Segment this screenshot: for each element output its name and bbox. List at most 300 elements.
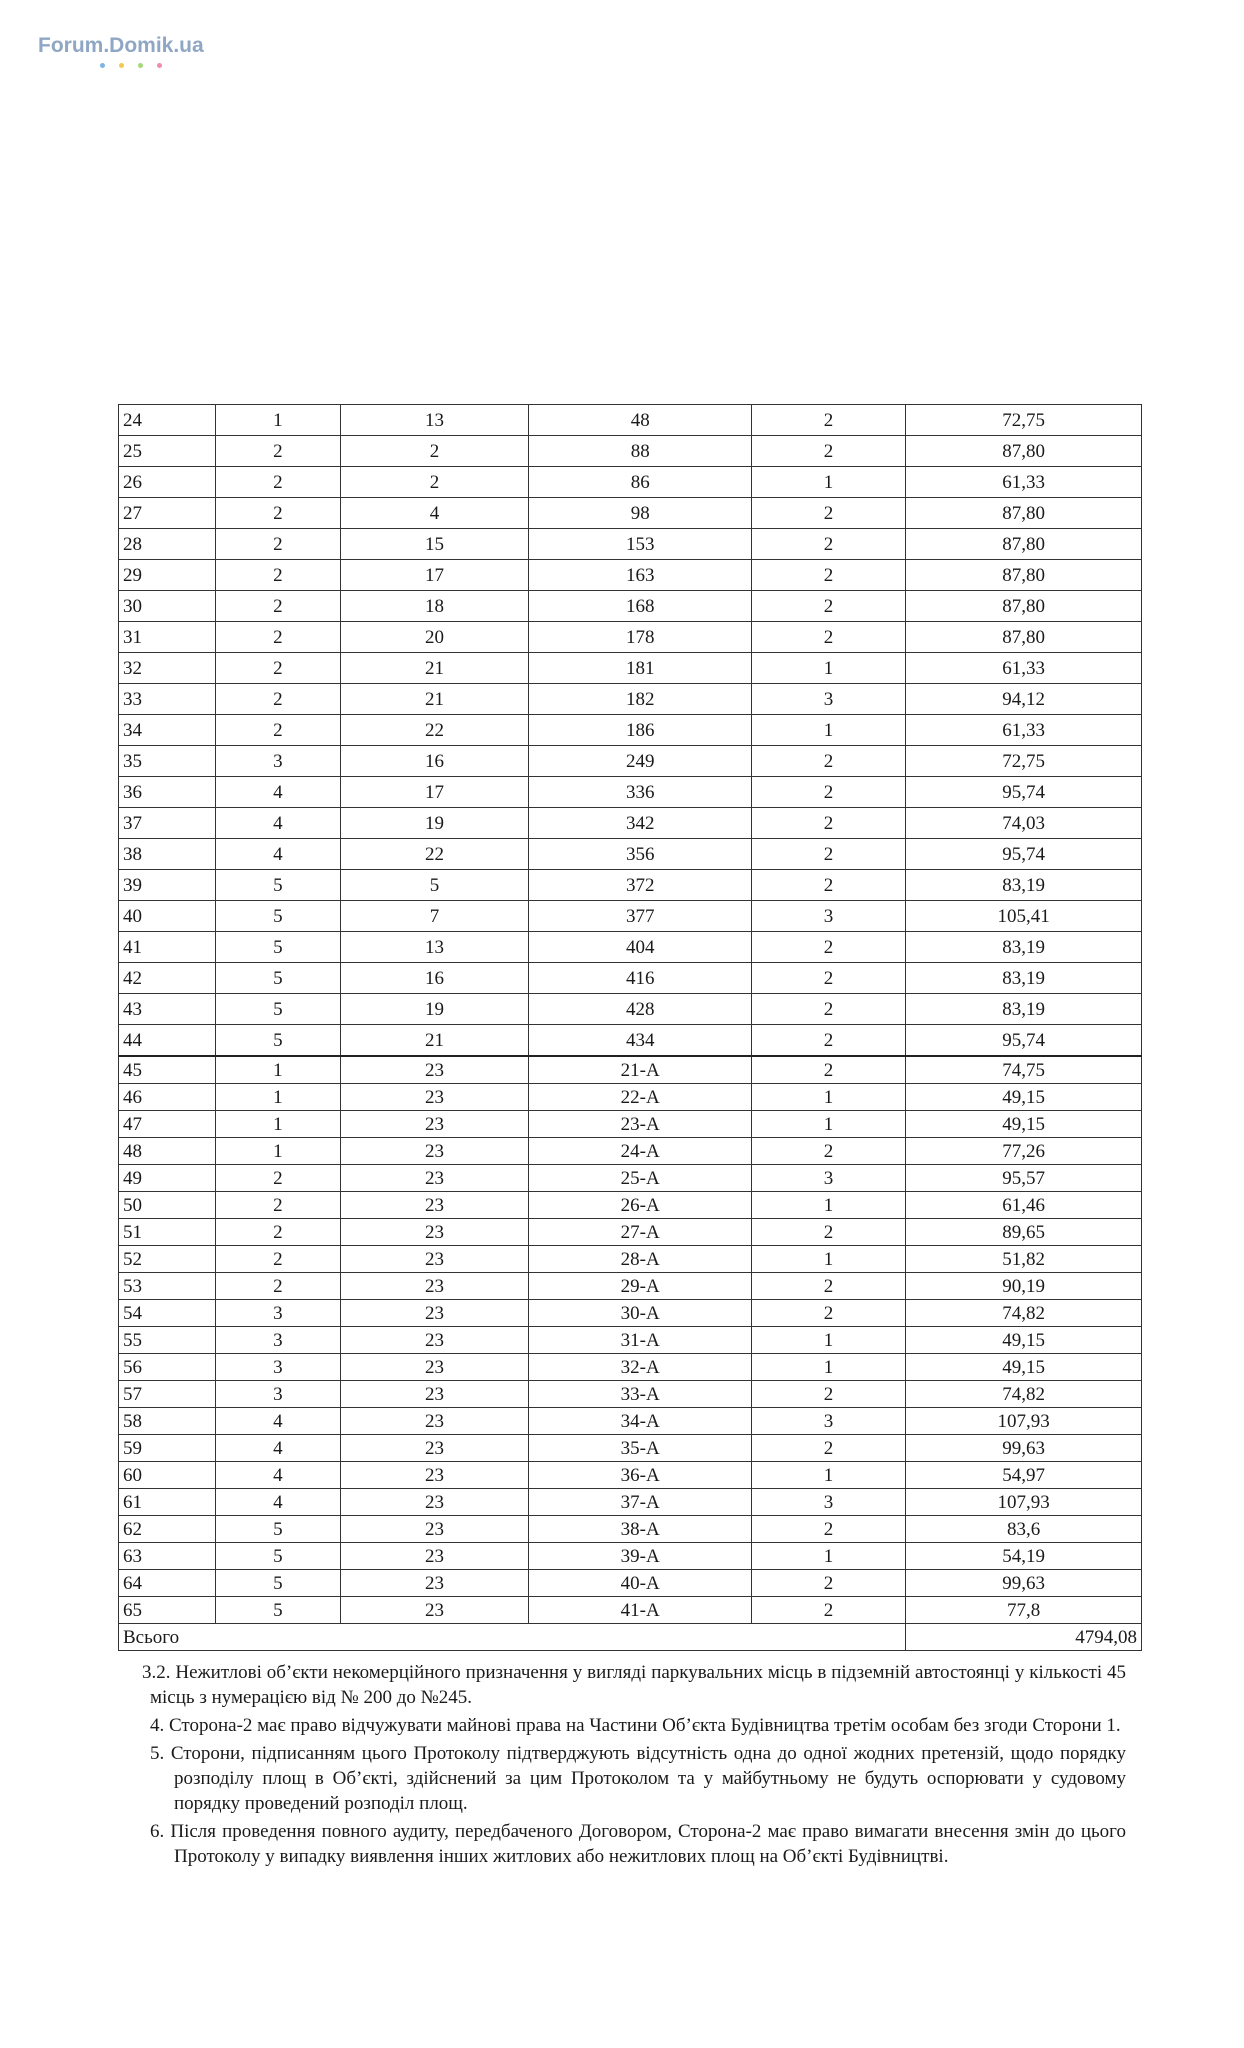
rooms-cell: 3	[751, 684, 905, 715]
floor-cell: 22	[340, 839, 529, 870]
section-cell: 2	[216, 1165, 341, 1192]
rooms-cell: 2	[751, 1597, 905, 1624]
row-number-cell: 48	[119, 1138, 216, 1165]
table-row	[119, 901, 1142, 932]
section-cell: 5	[216, 932, 341, 963]
rooms-cell: 1	[751, 1246, 905, 1273]
row-number-cell: 33	[119, 684, 216, 715]
area-cell: 83,19	[906, 963, 1142, 994]
floor-cell: 19	[340, 994, 529, 1025]
area-cell: 105,41	[906, 901, 1142, 932]
section-cell: 4	[216, 839, 341, 870]
area-cell: 49,15	[906, 1111, 1142, 1138]
table-row	[119, 467, 1142, 498]
table-row	[119, 808, 1142, 839]
floor-cell: 7	[340, 901, 529, 932]
floor-cell: 23	[340, 1056, 529, 1084]
table-row	[119, 746, 1142, 777]
rooms-cell: 2	[751, 777, 905, 808]
row-number-cell: 63	[119, 1543, 216, 1570]
floor-cell: 16	[340, 746, 529, 777]
rooms-cell: 2	[751, 498, 905, 529]
area-cell: 72,75	[906, 746, 1142, 777]
apartment-number-cell: 404	[529, 932, 752, 963]
table-row	[119, 529, 1142, 560]
floor-cell: 23	[340, 1381, 529, 1408]
table-row	[119, 1300, 1142, 1327]
table-row	[119, 1246, 1142, 1273]
section-cell: 2	[216, 1192, 341, 1219]
floor-cell: 21	[340, 653, 529, 684]
floor-cell: 23	[340, 1273, 529, 1300]
floor-cell: 23	[340, 1111, 529, 1138]
table-row	[119, 1273, 1142, 1300]
rooms-cell: 2	[751, 436, 905, 467]
floor-cell: 23	[340, 1165, 529, 1192]
apartment-number-cell: 25-А	[529, 1165, 752, 1192]
section-cell: 2	[216, 436, 341, 467]
section-cell: 3	[216, 1327, 341, 1354]
rooms-cell: 1	[751, 653, 905, 684]
rooms-cell: 2	[751, 1435, 905, 1462]
row-number-cell: 37	[119, 808, 216, 839]
area-cell: 87,80	[906, 560, 1142, 591]
section-cell: 4	[216, 808, 341, 839]
apartment-number-cell: 98	[529, 498, 752, 529]
area-cell: 83,6	[906, 1516, 1142, 1543]
rooms-cell: 1	[751, 1354, 905, 1381]
table-row	[119, 1354, 1142, 1381]
total-label: Всього	[119, 1624, 906, 1651]
area-cell: 49,15	[906, 1354, 1142, 1381]
section-cell: 4	[216, 777, 341, 808]
table-row	[119, 653, 1142, 684]
apartment-number-cell: 377	[529, 901, 752, 932]
table-row	[119, 498, 1142, 529]
area-cell: 61,33	[906, 715, 1142, 746]
row-number-cell: 54	[119, 1300, 216, 1327]
apartment-number-cell: 23-А	[529, 1111, 752, 1138]
table-row	[119, 777, 1142, 808]
apartment-number-cell: 186	[529, 715, 752, 746]
apartment-number-cell: 372	[529, 870, 752, 901]
floor-cell: 2	[340, 436, 529, 467]
row-number-cell: 51	[119, 1219, 216, 1246]
rooms-cell: 2	[751, 870, 905, 901]
floor-cell: 23	[340, 1570, 529, 1597]
row-number-cell: 43	[119, 994, 216, 1025]
floor-cell: 2	[340, 467, 529, 498]
section-cell: 2	[216, 560, 341, 591]
rooms-cell: 1	[751, 1327, 905, 1354]
rooms-cell: 2	[751, 963, 905, 994]
rooms-cell: 2	[751, 1381, 905, 1408]
rooms-cell: 1	[751, 1543, 905, 1570]
row-number-cell: 55	[119, 1327, 216, 1354]
apartment-number-cell: 181	[529, 653, 752, 684]
area-cell: 95,74	[906, 839, 1142, 870]
row-number-cell: 59	[119, 1435, 216, 1462]
section-cell: 5	[216, 994, 341, 1025]
table-row	[119, 994, 1142, 1025]
note-4: 4. Сторона-2 має право відчужувати майнові права на Частини Об’єкта Будівництва третім особам без згоди Сторони 1.	[150, 1715, 1121, 1736]
table-row	[119, 1462, 1142, 1489]
row-number-cell: 39	[119, 870, 216, 901]
rooms-cell: 2	[751, 591, 905, 622]
rooms-cell: 3	[751, 1165, 905, 1192]
area-cell: 61,46	[906, 1192, 1142, 1219]
area-cell: 72,75	[906, 405, 1142, 436]
section-cell: 2	[216, 1246, 341, 1273]
floor-cell: 15	[340, 529, 529, 560]
section-cell: 2	[216, 622, 341, 653]
apartment-number-cell: 26-А	[529, 1192, 752, 1219]
table-row	[119, 1138, 1142, 1165]
floor-cell: 23	[340, 1192, 529, 1219]
section-cell: 3	[216, 746, 341, 777]
row-number-cell: 47	[119, 1111, 216, 1138]
area-cell: 95,57	[906, 1165, 1142, 1192]
row-number-cell: 40	[119, 901, 216, 932]
row-number-cell: 24	[119, 405, 216, 436]
area-cell: 74,82	[906, 1381, 1142, 1408]
total-value: 4794,08	[906, 1624, 1142, 1651]
rooms-cell: 2	[751, 1516, 905, 1543]
table-row	[119, 1489, 1142, 1516]
rooms-cell: 2	[751, 622, 905, 653]
section-cell: 3	[216, 1300, 341, 1327]
section-cell: 2	[216, 653, 341, 684]
apartment-number-cell: 168	[529, 591, 752, 622]
section-cell: 5	[216, 901, 341, 932]
row-number-cell: 44	[119, 1025, 216, 1057]
apartment-number-cell: 182	[529, 684, 752, 715]
rooms-cell: 2	[751, 746, 905, 777]
rooms-cell: 2	[751, 1300, 905, 1327]
apartment-number-cell: 30-А	[529, 1300, 752, 1327]
table-row	[119, 1516, 1142, 1543]
apartment-number-cell: 34-А	[529, 1408, 752, 1435]
row-number-cell: 29	[119, 560, 216, 591]
section-cell: 2	[216, 467, 341, 498]
area-cell: 74,82	[906, 1300, 1142, 1327]
apartment-number-cell: 35-А	[529, 1435, 752, 1462]
rooms-cell: 2	[751, 994, 905, 1025]
section-cell: 2	[216, 529, 341, 560]
table-row	[119, 1327, 1142, 1354]
watermark-dot	[119, 63, 124, 68]
section-cell: 5	[216, 1516, 341, 1543]
area-cell: 49,15	[906, 1084, 1142, 1111]
floor-cell: 23	[340, 1543, 529, 1570]
area-cell: 61,33	[906, 653, 1142, 684]
rooms-cell: 2	[751, 529, 905, 560]
watermark-dot	[100, 63, 105, 68]
table-row	[119, 715, 1142, 746]
floor-cell: 18	[340, 591, 529, 622]
row-number-cell: 61	[119, 1489, 216, 1516]
apartment-number-cell: 28-А	[529, 1246, 752, 1273]
note-5: 5. Сторони, підписанням цього Протоколу підтверджують відсутність одна до одної жодних претензій, щодо порядку розподілу площ в Об’єкті, здійснений за цим Протоколом та у майбутньому не будуть оспорювати у судовому порядку проведений розподіл площ.	[150, 1743, 1126, 1814]
rooms-cell: 3	[751, 1489, 905, 1516]
section-cell: 2	[216, 591, 341, 622]
area-cell: 87,80	[906, 436, 1142, 467]
watermark-dot	[157, 63, 162, 68]
table-row	[119, 591, 1142, 622]
watermark-logo: Forum.Domik.ua	[38, 34, 204, 57]
row-number-cell: 45	[119, 1056, 216, 1084]
area-cell: 90,19	[906, 1273, 1142, 1300]
apartment-number-cell: 22-А	[529, 1084, 752, 1111]
floor-cell: 23	[340, 1138, 529, 1165]
floor-cell: 4	[340, 498, 529, 529]
section-cell: 2	[216, 1273, 341, 1300]
rooms-cell: 1	[751, 1111, 905, 1138]
rooms-cell: 2	[751, 932, 905, 963]
table-row	[119, 870, 1142, 901]
area-cell: 83,19	[906, 870, 1142, 901]
table-row	[119, 839, 1142, 870]
row-number-cell: 50	[119, 1192, 216, 1219]
row-number-cell: 35	[119, 746, 216, 777]
floor-cell: 23	[340, 1084, 529, 1111]
section-cell: 4	[216, 1462, 341, 1489]
rooms-cell: 2	[751, 1025, 905, 1057]
floor-cell: 23	[340, 1327, 529, 1354]
rooms-cell: 3	[751, 1408, 905, 1435]
floor-cell: 23	[340, 1219, 529, 1246]
floor-cell: 17	[340, 777, 529, 808]
section-cell: 2	[216, 684, 341, 715]
section-cell: 5	[216, 1543, 341, 1570]
apartment-number-cell: 428	[529, 994, 752, 1025]
apartment-number-cell: 36-А	[529, 1462, 752, 1489]
area-cell: 77,26	[906, 1138, 1142, 1165]
section-cell: 2	[216, 498, 341, 529]
area-cell: 54,19	[906, 1543, 1142, 1570]
row-number-cell: 58	[119, 1408, 216, 1435]
document-notes	[142, 1660, 1126, 1872]
section-cell: 5	[216, 1025, 341, 1057]
table-row	[119, 1543, 1142, 1570]
area-cell: 99,63	[906, 1435, 1142, 1462]
section-cell: 1	[216, 1111, 341, 1138]
rooms-cell: 2	[751, 808, 905, 839]
apartment-distribution-table	[118, 404, 1142, 1651]
apartment-number-cell: 178	[529, 622, 752, 653]
floor-cell: 23	[340, 1489, 529, 1516]
row-number-cell: 57	[119, 1381, 216, 1408]
apartment-number-cell: 31-А	[529, 1327, 752, 1354]
apartment-number-cell: 342	[529, 808, 752, 839]
area-cell: 74,03	[906, 808, 1142, 839]
rooms-cell: 1	[751, 467, 905, 498]
apartment-number-cell: 40-А	[529, 1570, 752, 1597]
rooms-cell: 1	[751, 1192, 905, 1219]
watermark-dot	[138, 63, 143, 68]
floor-cell: 22	[340, 715, 529, 746]
row-number-cell: 26	[119, 467, 216, 498]
apartment-number-cell: 86	[529, 467, 752, 498]
apartment-number-cell: 434	[529, 1025, 752, 1057]
apartment-number-cell: 38-А	[529, 1516, 752, 1543]
table-row	[119, 1111, 1142, 1138]
row-number-cell: 38	[119, 839, 216, 870]
rooms-cell: 1	[751, 715, 905, 746]
area-cell: 87,80	[906, 622, 1142, 653]
table-row	[119, 1597, 1142, 1624]
floor-cell: 23	[340, 1300, 529, 1327]
floor-cell: 23	[340, 1408, 529, 1435]
table-row	[119, 1570, 1142, 1597]
section-cell: 4	[216, 1408, 341, 1435]
apartment-number-cell: 88	[529, 436, 752, 467]
table-row	[119, 405, 1142, 436]
table-row	[119, 560, 1142, 591]
area-cell: 99,63	[906, 1570, 1142, 1597]
area-cell: 107,93	[906, 1489, 1142, 1516]
table-row	[119, 1192, 1142, 1219]
area-cell: 51,82	[906, 1246, 1142, 1273]
floor-cell: 20	[340, 622, 529, 653]
floor-cell: 13	[340, 932, 529, 963]
section-cell: 5	[216, 1597, 341, 1624]
row-number-cell: 28	[119, 529, 216, 560]
section-cell: 1	[216, 1056, 341, 1084]
rooms-cell: 2	[751, 1570, 905, 1597]
floor-cell: 23	[340, 1435, 529, 1462]
floor-cell: 16	[340, 963, 529, 994]
row-number-cell: 25	[119, 436, 216, 467]
rooms-cell: 2	[751, 1219, 905, 1246]
rooms-cell: 1	[751, 1462, 905, 1489]
rooms-cell: 2	[751, 1138, 905, 1165]
area-cell: 95,74	[906, 1025, 1142, 1057]
apartment-number-cell: 48	[529, 405, 752, 436]
section-cell: 4	[216, 1489, 341, 1516]
floor-cell: 23	[340, 1246, 529, 1273]
row-number-cell: 31	[119, 622, 216, 653]
row-number-cell: 56	[119, 1354, 216, 1381]
apartment-number-cell: 416	[529, 963, 752, 994]
section-cell: 1	[216, 1138, 341, 1165]
row-number-cell: 42	[119, 963, 216, 994]
floor-cell: 5	[340, 870, 529, 901]
apartment-number-cell: 27-А	[529, 1219, 752, 1246]
apartment-number-cell: 153	[529, 529, 752, 560]
table-row	[119, 622, 1142, 653]
table-body	[119, 405, 1142, 1651]
area-cell: 87,80	[906, 498, 1142, 529]
table-row	[119, 1435, 1142, 1462]
floor-cell: 23	[340, 1462, 529, 1489]
section-cell: 4	[216, 1435, 341, 1462]
apartment-number-cell: 21-А	[529, 1056, 752, 1084]
row-number-cell: 62	[119, 1516, 216, 1543]
area-cell: 94,12	[906, 684, 1142, 715]
apartment-number-cell: 249	[529, 746, 752, 777]
rooms-cell: 2	[751, 560, 905, 591]
row-number-cell: 32	[119, 653, 216, 684]
area-cell: 74,75	[906, 1056, 1142, 1084]
apartment-number-cell: 39-А	[529, 1543, 752, 1570]
apartment-number-cell: 356	[529, 839, 752, 870]
row-number-cell: 53	[119, 1273, 216, 1300]
floor-cell: 21	[340, 684, 529, 715]
area-cell: 87,80	[906, 529, 1142, 560]
rooms-cell: 2	[751, 405, 905, 436]
section-cell: 3	[216, 1381, 341, 1408]
rooms-cell: 1	[751, 1084, 905, 1111]
area-cell: 83,19	[906, 994, 1142, 1025]
row-number-cell: 41	[119, 932, 216, 963]
table-row	[119, 1056, 1142, 1084]
row-number-cell: 27	[119, 498, 216, 529]
area-cell: 54,97	[906, 1462, 1142, 1489]
floor-cell: 19	[340, 808, 529, 839]
floor-cell: 17	[340, 560, 529, 591]
table-row	[119, 1165, 1142, 1192]
apartment-number-cell: 24-А	[529, 1138, 752, 1165]
area-cell: 77,8	[906, 1597, 1142, 1624]
table-row	[119, 1025, 1142, 1057]
watermark-dots	[100, 63, 162, 68]
area-cell: 95,74	[906, 777, 1142, 808]
apartment-number-cell: 32-А	[529, 1354, 752, 1381]
floor-cell: 13	[340, 405, 529, 436]
row-number-cell: 64	[119, 1570, 216, 1597]
table-row	[119, 436, 1142, 467]
rooms-cell: 3	[751, 901, 905, 932]
rooms-cell: 2	[751, 1273, 905, 1300]
row-number-cell: 52	[119, 1246, 216, 1273]
rooms-cell: 2	[751, 1056, 905, 1084]
apartment-number-cell: 37-А	[529, 1489, 752, 1516]
section-cell: 1	[216, 405, 341, 436]
note-6: 6. Після проведення повного аудиту, передбаченого Договором, Сторона-2 має право вимагати внесення змін до цього Протоколу у випадку виявлення інших житлових або нежитлових площ на Об’єкті Будівництві.	[150, 1821, 1126, 1867]
row-number-cell: 34	[119, 715, 216, 746]
section-cell: 2	[216, 715, 341, 746]
table-total-row	[119, 1624, 1142, 1651]
apartment-number-cell: 29-А	[529, 1273, 752, 1300]
table-row	[119, 1381, 1142, 1408]
note-3-2: 3.2. Нежитлові об’єкти некомерційного призначення у вигляді паркувальних місць в підземній автостоянці у кількості 45 місць з нумерацією від № 200 до №245.	[142, 1662, 1126, 1708]
row-number-cell: 30	[119, 591, 216, 622]
table-row	[119, 684, 1142, 715]
floor-cell: 23	[340, 1597, 529, 1624]
table-row	[119, 932, 1142, 963]
table-row	[119, 1219, 1142, 1246]
table-row	[119, 1084, 1142, 1111]
apartment-number-cell: 336	[529, 777, 752, 808]
row-number-cell: 36	[119, 777, 216, 808]
floor-cell: 21	[340, 1025, 529, 1057]
rooms-cell: 2	[751, 839, 905, 870]
apartment-number-cell: 163	[529, 560, 752, 591]
area-cell: 49,15	[906, 1327, 1142, 1354]
section-cell: 1	[216, 1084, 341, 1111]
floor-cell: 23	[340, 1516, 529, 1543]
section-cell: 3	[216, 1354, 341, 1381]
section-cell: 5	[216, 1570, 341, 1597]
table-row	[119, 1408, 1142, 1435]
area-cell: 83,19	[906, 932, 1142, 963]
apartment-number-cell: 41-А	[529, 1597, 752, 1624]
area-cell: 89,65	[906, 1219, 1142, 1246]
section-cell: 5	[216, 963, 341, 994]
row-number-cell: 46	[119, 1084, 216, 1111]
area-cell: 107,93	[906, 1408, 1142, 1435]
